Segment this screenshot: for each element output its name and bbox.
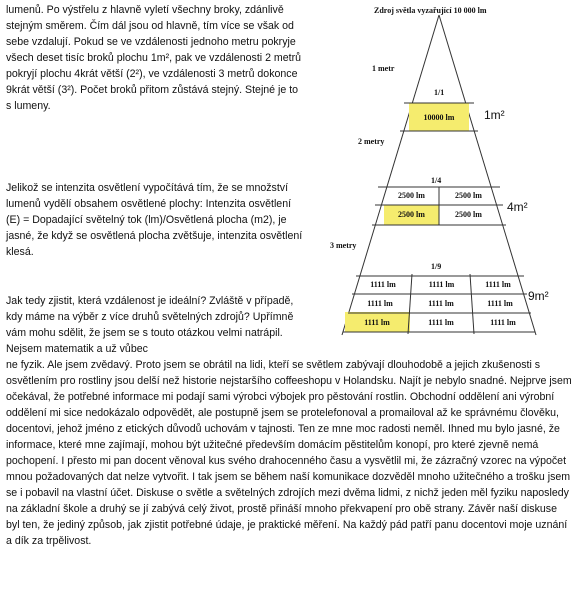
distance-1-label: 1 metr bbox=[372, 64, 395, 73]
cell-1111-lm: 1111 lm bbox=[428, 318, 454, 327]
cell-1111-lm: 1111 lm bbox=[487, 299, 513, 308]
cell-1111-lm: 1111 lm bbox=[428, 280, 455, 289]
paragraph-buckshot-analogy: lumenů. Po výstřelu z hlavně vyletí všechny broky, zdánlivě stejným směrem. Čím dál jsou od hlavně, tím více se však od sebe vzdalují. Pokud se ve vzdálenosti jednoho metru pokryje všech deset tisíc broků plochu 1m², pak ve vzdálenosti 2 metrů pokryjí plochu 4krát větší (2²), ve vzdálenosti 3 metrů dokonce 9krát větší (3²). Počet broků přitom zůstává stejný. Stejné je to s lumeny. bbox=[6, 4, 302, 112]
cell-2500-lm: 2500 lm bbox=[398, 210, 425, 219]
cell-10000-lm: 10000 lm bbox=[423, 113, 455, 122]
cell-1111-lm: 1111 lm bbox=[364, 318, 390, 327]
fraction-3-label: 1/9 bbox=[431, 262, 442, 271]
cell-1111-lm: 1111 lm bbox=[485, 280, 511, 289]
area-9m2-label: 9m² bbox=[528, 289, 549, 303]
cell-1111-lm: 1111 lm bbox=[428, 299, 454, 308]
distance-3-label: 3 metry bbox=[330, 241, 357, 250]
paragraph-ideal-distance-question: Jak tedy zjistit, která vzdálenost je ideální? Zvláště v případě, kdy máme na výběr z více druhů světelných zdrojů? Upřímně vám mohu sdělit, že jsem se s touto otázkou velmi natrápil. Nejsem matematik a už vůbec bbox=[6, 295, 294, 355]
cell-1111-lm: 1111 lm bbox=[367, 299, 393, 308]
area-1m2-label: 1m² bbox=[484, 108, 505, 122]
fraction-1-label: 1/1 bbox=[434, 88, 445, 97]
cell-2500-lm: 2500 lm bbox=[455, 210, 482, 219]
fraction-2-label: 1/4 bbox=[431, 176, 442, 185]
inverse-square-diagram bbox=[320, 0, 580, 345]
light-source-label: Zdroj světla vyzařující 10 000 lm bbox=[374, 6, 487, 15]
paragraph-docent-story: ne fyzik. Ale jsem zvědavý. Proto jsem se obrátil na lidi, kteří se světlem zabývají dlouhodobě a jejich zkušenosti s osvětlením pro rostliny jsou delší než historie nejstaršího coffeeshopu v Holandsku. Najít je nebylo snadné. Nejprve jsem očekával, že potřebné informace mi podají sami výrobci výbojek pro pěstování rostlin. Obchodní oddělení ani výrobní oddělení mi sice nedokázalo odpovědět, ale postupně jsem se protelefonoval a promailoval až ke správnému člověku, docentovi, jehož jméno z etických důvodů uchovám v tajnosti. Ten ze mne moc radosti neměl. Ihned mu bylo jasné, že informace, které mne zajímají, mohou být užitečné především domácím pěstitelům konopí, pro které zjevně nemá pochopení. I přesto mi pan docent věnoval kus svého drahocenného času a vysvětlil mi, že zázračný vzorec na výpočet mnou požadovaných dat nelze vytvořit. I tak jsem se během naší komunikace dozvěděl mnoho užitečného a trošku jsem se i pobavil na vlastní účet. Diskuse o světle a světelných zdrojích mezi dvěma lidmi, z nichž jeden měl fyziku naposledy na základní škole a druhý se jí zabývá celý život, prostě přináší mnoho překvapení pro obě strany. Závěr naší diskuse byl ten, že jediný způsob, jak zjistit potřebné údaje, je praktické měření. Na každý pád patří panu docentovi moje uznání a dík za trpělivost. bbox=[6, 359, 572, 547]
cell-2500-lm: 2500 lm bbox=[398, 191, 425, 200]
cell-1111-lm: 1111 lm bbox=[370, 280, 396, 289]
cell-2500-lm: 2500 lm bbox=[455, 191, 482, 200]
cell-1111-lm: 1111 lm bbox=[490, 318, 516, 327]
area-4m2-label: 4m² bbox=[507, 200, 528, 214]
distance-2-label: 2 metry bbox=[358, 137, 385, 146]
paragraph-intensity-formula: Jelikož se intenzita osvětlení vypočítává tím, že se množství lumenů vydělí obsahem osvětlené plochy: Intenzita osvětlení (E) = Dopadající světelný tok (lm)/Osvětlená plocha (m2), je jasné, že když se osvětlená plocha zvětšuje, intenzita osvětlení klesá. bbox=[6, 182, 303, 258]
